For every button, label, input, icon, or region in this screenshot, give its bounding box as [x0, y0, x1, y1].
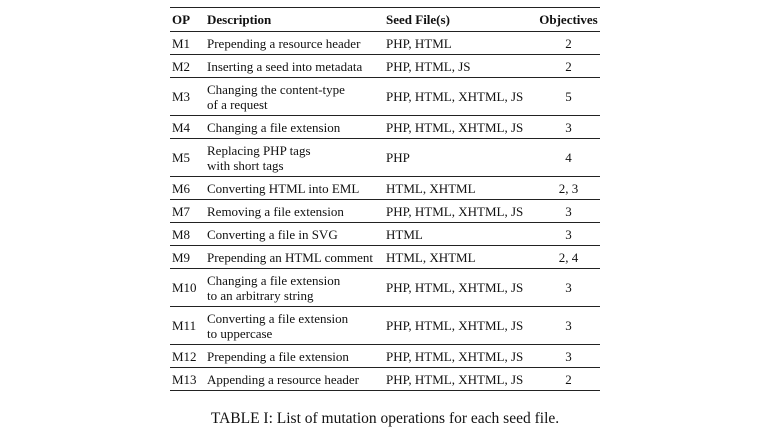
- cell-op: M11: [172, 318, 197, 333]
- table-caption: TABLE I: List of mutation operations for each seed file.: [210, 410, 560, 427]
- table-row: [170, 78, 600, 116]
- cell-op: M6: [172, 180, 191, 196]
- cell-op: M12: [172, 348, 197, 364]
- cell-objectives: 3: [565, 280, 572, 295]
- description-line: Prepending a file extension: [207, 348, 349, 364]
- description-line: to an arbitrary string: [207, 287, 314, 303]
- table-header-row: [170, 8, 600, 32]
- description-line: Converting a file extension: [207, 310, 349, 326]
- description-line: Prepending an HTML comment: [207, 249, 373, 265]
- cell-op: M3: [172, 89, 191, 104]
- cell-description: [205, 200, 384, 223]
- cell-objectives: 3: [565, 348, 572, 364]
- cell-op: M10: [172, 280, 197, 295]
- cell-objectives: 3: [565, 203, 572, 219]
- description-line: Replacing PHP tags: [207, 142, 311, 158]
- table-row: [170, 223, 600, 246]
- description-line: Converting HTML into EML: [207, 180, 360, 196]
- table-row: [170, 368, 600, 391]
- cell-op: M7: [172, 203, 191, 219]
- description-line: of a request: [207, 96, 268, 112]
- table-row: [170, 246, 600, 269]
- cell-objectives: 3: [565, 226, 572, 242]
- cell-objectives: 2, 3: [558, 180, 579, 196]
- description-line: Appending a resource header: [207, 371, 359, 387]
- cell-description: [205, 32, 384, 55]
- description-line: Changing a file extension: [207, 119, 341, 135]
- description-line: Prepending a resource header: [207, 35, 361, 51]
- cell-seed-files: PHP: [386, 150, 410, 165]
- cell-op: M5: [172, 150, 191, 165]
- cell-op: M13: [172, 371, 197, 387]
- table-row: [170, 116, 600, 139]
- cell-seed-files: PHP, HTML, XHTML, JS: [386, 318, 524, 333]
- description-line: Changing a file extension: [207, 272, 341, 288]
- cell-description: [205, 269, 384, 307]
- cell-description: [205, 139, 384, 177]
- cell-description: [205, 345, 384, 368]
- table-row: [170, 32, 600, 55]
- description-line: Converting a file in SVG: [207, 226, 338, 242]
- header-objectives: Objectives: [539, 12, 598, 27]
- cell-seed-files: PHP, HTML: [386, 35, 452, 51]
- description-line: to uppercase: [207, 325, 273, 341]
- cell-objectives: 2: [565, 371, 572, 387]
- cell-op: M9: [172, 249, 191, 265]
- cell-description: [205, 78, 384, 116]
- cell-seed-files: PHP, HTML, XHTML, JS: [386, 203, 524, 219]
- table-row: [170, 345, 600, 368]
- cell-objectives: 3: [565, 119, 572, 135]
- description-line: Changing the content-type: [207, 81, 345, 97]
- cell-objectives: 3: [565, 318, 572, 333]
- description-line: Removing a file extension: [207, 203, 344, 219]
- cell-seed-files: HTML: [386, 226, 423, 242]
- table-body: [170, 32, 600, 391]
- mutation-operations-table: [170, 7, 600, 391]
- table-row: [170, 200, 600, 223]
- header-description: Description: [207, 12, 272, 27]
- cell-op: M1: [172, 35, 191, 51]
- table-row: [170, 269, 600, 307]
- cell-description: [205, 177, 384, 200]
- cell-description: [205, 368, 384, 391]
- cell-description: [205, 116, 384, 139]
- table-row: [170, 177, 600, 200]
- table-row: [170, 55, 600, 78]
- table-row: [170, 307, 600, 345]
- description-line: with short tags: [207, 157, 284, 173]
- header-op: OP: [172, 12, 191, 27]
- cell-seed-files: PHP, HTML, JS: [386, 58, 471, 74]
- mutation-table-container: [170, 7, 600, 391]
- cell-objectives: 2: [565, 35, 572, 51]
- cell-seed-files: PHP, HTML, XHTML, JS: [386, 119, 524, 135]
- cell-seed-files: HTML, XHTML: [386, 249, 476, 265]
- cell-description: [205, 246, 384, 269]
- cell-description: [205, 223, 384, 246]
- cell-seed-files: PHP, HTML, XHTML, JS: [386, 89, 524, 104]
- cell-objectives: 2, 4: [558, 249, 579, 265]
- cell-objectives: 4: [565, 150, 572, 165]
- cell-objectives: 5: [565, 89, 572, 104]
- cell-description: [205, 307, 384, 345]
- cell-seed-files: PHP, HTML, XHTML, JS: [386, 280, 524, 295]
- cell-op: M2: [172, 58, 191, 74]
- cell-op: M8: [172, 226, 191, 242]
- cell-objectives: 2: [565, 58, 572, 74]
- table-row: [170, 139, 600, 177]
- cell-op: M4: [172, 119, 191, 135]
- header-seed-files: Seed File(s): [386, 12, 450, 27]
- cell-seed-files: HTML, XHTML: [386, 180, 476, 196]
- description-line: Inserting a seed into metadata: [207, 58, 363, 74]
- cell-description: [205, 55, 384, 78]
- cell-seed-files: PHP, HTML, XHTML, JS: [386, 348, 524, 364]
- cell-seed-files: PHP, HTML, XHTML, JS: [386, 371, 524, 387]
